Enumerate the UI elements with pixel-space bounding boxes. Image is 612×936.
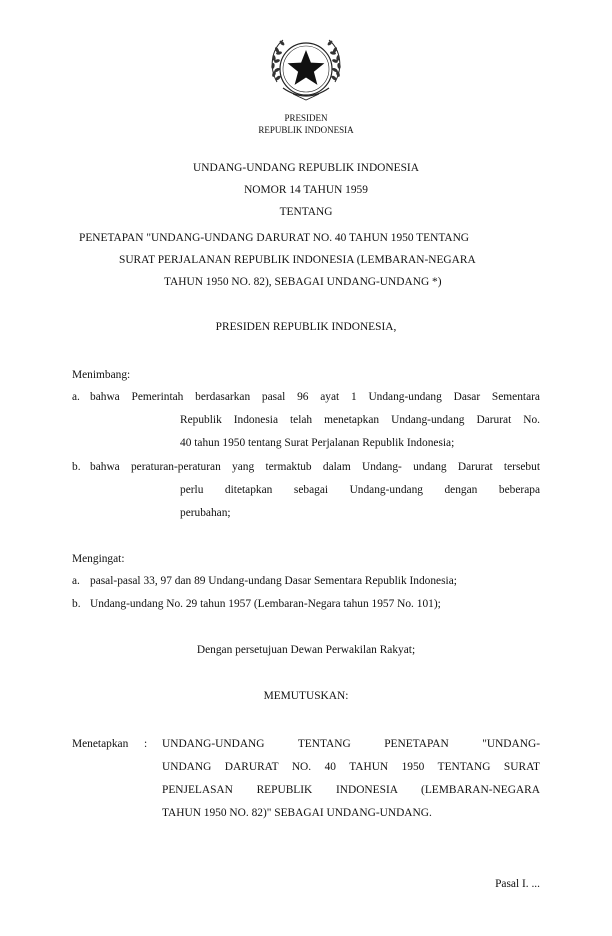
menimbang-a-marker: a. — [72, 391, 80, 403]
menimbang-b-line-2: perlu ditetapkan sebagai Undang-undang dengan beberapa — [180, 484, 540, 496]
menetapkan-line-1: UNDANG-UNDANG TENTANG PENETAPAN "UNDANG- — [162, 738, 540, 750]
mengingat-a-text: pasal-pasal 33, 97 dan 89 Undang-undang Dasar Sementara Republik Indonesia; — [90, 575, 457, 587]
menetapkan-line-4: TAHUN 1950 NO. 82)" SEBAGAI UNDANG-UNDANG. — [162, 807, 432, 819]
menetapkan-label: Menetapkan — [72, 738, 129, 750]
title-line-4: PENETAPAN "UNDANG-UNDANG DARURAT NO. 40 TAHUN 1950 TENTANG — [79, 232, 470, 244]
garuda-star-emblem — [265, 28, 347, 110]
title-line-1: UNDANG-UNDANG REPUBLIK INDONESIA — [193, 162, 419, 174]
title-line-3: TENTANG — [279, 206, 333, 218]
president-heading: PRESIDEN REPUBLIK INDONESIA, — [215, 321, 397, 333]
menimbang-label: Menimbang: — [72, 369, 131, 381]
page-footer-continuation: Pasal I. ... — [495, 878, 540, 890]
menimbang-a-line-1: bahwa Pemerintah berdasarkan pasal 96 ayat 1 Undang-undang Dasar Sementara — [90, 391, 540, 403]
header-line-1: PRESIDEN — [284, 113, 328, 123]
mengingat-b-marker: b. — [72, 598, 81, 610]
memutuskan-heading: MEMUTUSKAN: — [263, 690, 349, 702]
menimbang-b-line-3: perubahan; — [180, 507, 231, 519]
title-line-6: TAHUN 1950 NO. 82), SEBAGAI UNDANG-UNDANG *) — [164, 276, 442, 288]
menimbang-a-line-2: Republik Indonesia telah menetapkan Undang-undang Darurat No. — [180, 414, 540, 426]
menimbang-b-marker: b. — [72, 461, 81, 473]
menetapkan-colon: : — [144, 738, 148, 750]
menetapkan-line-3: PENJELASAN REPUBLIK INDONESIA (LEMBARAN-NEGARA — [162, 784, 540, 796]
menimbang-b-line-1: bahwa peraturan-peraturan yang termaktub dalam Undang- undang Darurat tersebut — [90, 461, 540, 473]
mengingat-b-text: Undang-undang No. 29 tahun 1957 (Lembaran-Negara tahun 1957 No. 101); — [90, 598, 441, 610]
menetapkan-line-2: UNDANG DARURAT NO. 40 TAHUN 1950 TENTANG SURAT — [162, 761, 540, 773]
title-line-2: NOMOR 14 TAHUN 1959 — [244, 184, 368, 196]
menimbang-a-line-3: 40 tahun 1950 tentang Surat Perjalanan Republik Indonesia; — [180, 437, 455, 449]
mengingat-label: Mengingat: — [72, 553, 125, 565]
title-line-5: SURAT PERJALANAN REPUBLIK INDONESIA (LEMBARAN-NEGARA — [119, 254, 476, 266]
mengingat-a-marker: a. — [72, 575, 80, 587]
persetujuan-text: Dengan persetujuan Dewan Perwakilan Rakyat; — [196, 644, 416, 656]
header-line-2: REPUBLIK INDONESIA — [258, 125, 354, 135]
